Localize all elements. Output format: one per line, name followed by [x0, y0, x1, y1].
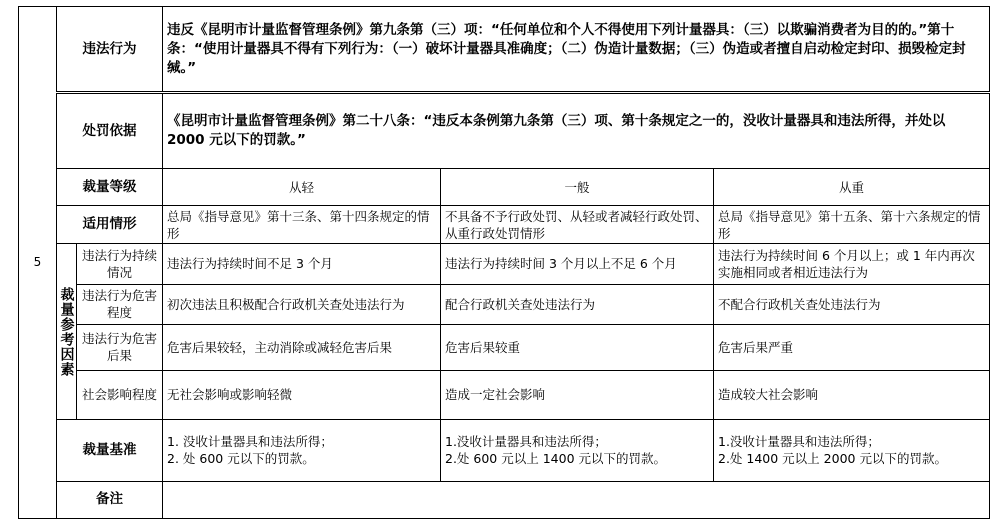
- standard-heavy-line: 2.处 1400 元以上 2000 元以下的罚款。: [718, 451, 947, 467]
- factor-row: [19, 370, 990, 419]
- factor-light: 违法行为持续时间不足 3 个月: [163, 244, 441, 284]
- factor-general: 造成一定社会影响: [441, 370, 714, 419]
- standard-light: [163, 419, 441, 481]
- factor-general: 配合行政机关查处违法行为: [441, 284, 714, 324]
- levels-label: 裁量等级: [57, 169, 163, 206]
- penalty-basis-row: [19, 93, 990, 169]
- factors-label: 裁量参考因素: [57, 244, 77, 419]
- standard-heavy-line: 1.没收计量器具和违法所得；: [718, 434, 880, 450]
- factor-general: 违法行为持续时间 3 个月以上不足 6 个月: [441, 244, 714, 284]
- factor-name: 违法行为危害后果: [77, 324, 163, 370]
- discretion-standard-sheet: [18, 6, 989, 519]
- factor-heavy: 违法行为持续时间 6 个月以上；或 1 年内再次实施相同或者相近违法行为: [714, 244, 990, 284]
- violation-label: 违法行为: [57, 7, 163, 93]
- factor-heavy: 危害后果严重: [714, 324, 990, 370]
- applicable-row: [19, 206, 990, 244]
- remarks-text: [163, 481, 990, 518]
- standard-general-line: 2.处 600 元以上 1400 元以下的罚款。: [445, 451, 666, 467]
- level-heavy: 从重: [714, 169, 990, 206]
- levels-row: [19, 169, 990, 206]
- level-general: 一般: [441, 169, 714, 206]
- standard-heavy: [714, 419, 990, 481]
- standard-general: [441, 419, 714, 481]
- standard-light-line: 2. 处 600 元以下的罚款。: [167, 451, 315, 467]
- factor-row: [19, 244, 990, 284]
- row-number: 5: [19, 7, 57, 519]
- factor-name: 社会影响程度: [77, 370, 163, 419]
- factor-row: [19, 324, 990, 370]
- factor-light: 危害后果较轻，主动消除或减轻危害后果: [163, 324, 441, 370]
- factor-light: 无社会影响或影响轻微: [163, 370, 441, 419]
- discretion-table: [18, 6, 990, 519]
- standard-general-line: 1.没收计量器具和违法所得；: [445, 434, 607, 450]
- factor-name: 违法行为持续情况: [77, 244, 163, 284]
- penalty-basis-text: 《昆明市计量监督管理条例》第二十八条：“违反本条例第九条第（三）项、第十条规定之一的，没收计量器具和违法所得，并处以 2000 元以下的罚款。”: [163, 93, 990, 169]
- applicable-general: 不具备不予行政处罚、从轻或者减轻行政处罚、从重行政处罚情形: [441, 206, 714, 244]
- applicable-light: 总局《指导意见》第十三条、第十四条规定的情形: [163, 206, 441, 244]
- factor-row: [19, 284, 990, 324]
- factor-heavy: 不配合行政机关查处违法行为: [714, 284, 990, 324]
- violation-row: [19, 7, 990, 93]
- penalty-basis-label: 处罚依据: [57, 93, 163, 169]
- applicable-heavy: 总局《指导意见》第十五条、第十六条规定的情形: [714, 206, 990, 244]
- factor-light: 初次违法且积极配合行政机关查处违法行为: [163, 284, 441, 324]
- remarks-label: 备注: [57, 481, 163, 518]
- factor-name: 违法行为危害程度: [77, 284, 163, 324]
- standard-label: 裁量基准: [57, 419, 163, 481]
- remarks-row: [19, 481, 990, 518]
- level-light: 从轻: [163, 169, 441, 206]
- applicable-label: 适用情形: [57, 206, 163, 244]
- violation-text: 违反《昆明市计量监督管理条例》第九条第（三）项：“任何单位和个人不得使用下列计量器具：（三）以欺骗消费者为目的的。”第十条：“使用计量器具不得有下列行为：（一）破坏计量器具准确度；（二）伪造计量数据；（三）伪造或者擅自启动检定封印、损毁检定封缄。”: [163, 7, 990, 93]
- factor-heavy: 造成较大社会影响: [714, 370, 990, 419]
- standard-light-line: 1. 没收计量器具和违法所得；: [167, 434, 333, 450]
- standard-row: [19, 419, 990, 481]
- factor-general: 危害后果较重: [441, 324, 714, 370]
